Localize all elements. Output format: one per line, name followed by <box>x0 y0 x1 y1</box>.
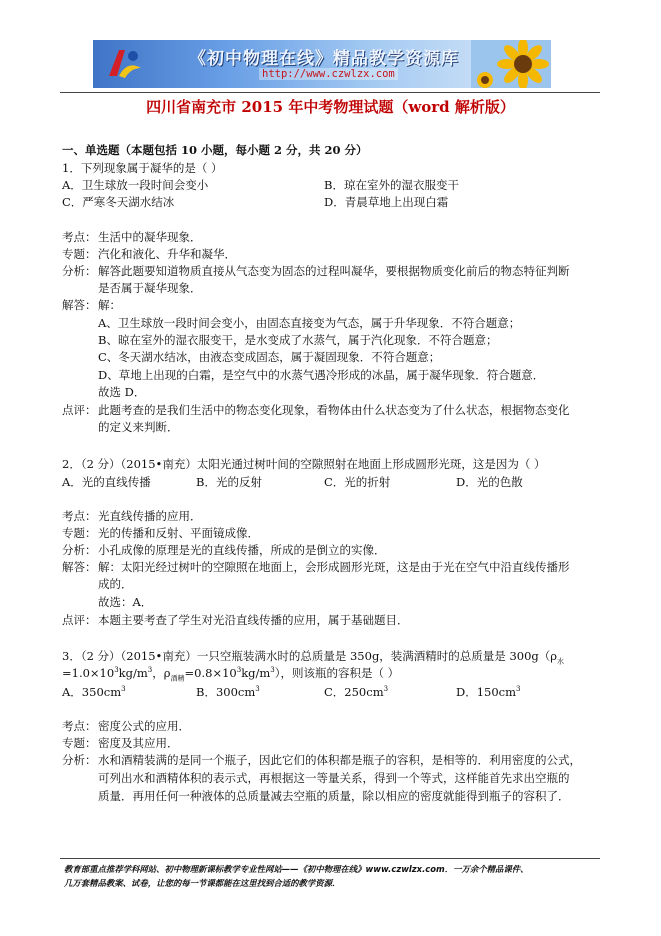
q2-option-d: D．光的色散 <box>456 475 523 489</box>
q2-jieda-line2: 成的． <box>98 577 133 591</box>
header-banner <box>93 40 551 88</box>
q1-jieda-b: B、晾在室外的湿衣服变干，是水变成了水蒸气，属于汽化现象．不符合题意； <box>98 333 498 347</box>
q2-fenxi-label: 分析： <box>62 543 97 557</box>
q3-fenxi-line2: 可列出水和酒精体积的表示式，再根据这一等量关系，得到一个等式，这样能首先求出空瓶的 <box>98 771 570 785</box>
banner-url[interactable]: http://www.czwlzx.com <box>259 68 398 80</box>
q3-fenxi-line1: 水和酒精装满的是同一个瓶子，因此它们的体积都是瓶子的容积，是相等的．利用密度的公式， <box>98 753 581 767</box>
q1-zhuanti: 汽化和液化、升华和凝华． <box>98 247 236 261</box>
q1-option-a: A．卫生球放一段时间会变小 <box>62 178 209 192</box>
q1-answer: 故选 D． <box>98 385 146 399</box>
q2-fenxi: 小孔成像的原理是光的直线传播，所成的是倒立的实像． <box>98 543 386 557</box>
q2-option-b: B．光的反射 <box>196 475 262 489</box>
q1-jieda-intro: 解： <box>98 298 121 312</box>
q3-fenxi-label: 分析： <box>62 753 97 767</box>
q2-dianping-label: 点评： <box>62 613 97 627</box>
q3-option-b: B．$300cm^3$ <box>196 685 260 699</box>
q1-dianping-label: 点评： <box>62 403 97 417</box>
q1-dianping-line1: 此题考查的是我们生活中的物态变化现象，看物体由什么状态变为了什么状态，根据物态变化 <box>98 403 570 417</box>
q3-option-d: D．$150cm^3$ <box>456 685 521 699</box>
q2-zhuanti: 光的传播和反射、平面镜成像． <box>98 526 259 540</box>
section-heading: 一、单选题（本题包括 10 小题，每小题 2 分，共 20 分） <box>62 143 368 157</box>
q3-option-a: A．$350cm^3$ <box>62 685 126 699</box>
q2-answer: 故选：A． <box>98 595 153 609</box>
document-title: 四川省南充市 2015 年中考物理试题（word 解析版） <box>146 98 515 116</box>
header-divider <box>60 92 600 93</box>
page-footer <box>64 862 604 890</box>
q2-kaodian: 光直线传播的应用． <box>98 509 202 523</box>
q1-kaodian-label: 考点： <box>62 230 97 244</box>
q1-zhuanti-label: 专题： <box>62 247 97 261</box>
footer-divider <box>60 858 600 859</box>
q1-dianping-line2: 的定义来判断． <box>98 420 179 434</box>
q1-option-c: C．严寒冬天湖水结冰 <box>62 195 175 209</box>
q2-jieda-label: 解答： <box>62 560 97 574</box>
q1-jieda-d: D、草地上出现的白霜，是空气中的水蒸气遇冷形成的冰晶，属于凝华现象．符合题意． <box>98 368 545 382</box>
q2-stem: 2．（2 分）（2015•南充）太阳光通过树叶间的空隙照射在地面上形成圆形光斑，这是因为（ ） <box>62 457 546 471</box>
q3-zhuanti-label: 专题： <box>62 736 97 750</box>
banner-title: 《初中物理在线》精品教学资源库 <box>189 49 459 69</box>
q3-stem-line2: $=1.0\times 10^3kg/m^3$，$\rho_{酒精}=0.8\times 10^3kg/m^3$），则该瓶的容积是（ ） <box>62 666 400 683</box>
q1-jieda-c: C、冬天湖水结冰，由液态变成固态，属于凝固现象．不符合题意； <box>98 350 441 364</box>
q1-fenxi-line2: 是否属于凝华现象． <box>98 281 202 295</box>
footer-line2: 几万套精品教案、试卷，让您的每一节课都能在这里找到合适的教学资源． <box>64 878 341 888</box>
q3-zhuanti: 密度及其应用． <box>98 736 179 750</box>
q3-stem-line1: 3．（2 分）（2015•南充）一只空瓶装满水时的总质量是 350g，装满酒精时的总质量是 $300g(\rho_水$ <box>62 649 565 666</box>
q3-fenxi-line3: 质量．再用任何一种液体的总质量减去空瓶的质量，除以相应的密度就能得到瓶子的容积了． <box>98 789 570 803</box>
q1-stem: 1．下列现象属于凝华的是（ ） <box>62 161 223 175</box>
q2-jieda-line1: 解：太阳光经过树叶的空隙照在地面上，会形成圆形光斑，这是由于光在空气中沿直线传播形 <box>98 560 570 574</box>
q3-kaodian: 密度公式的应用． <box>98 719 190 733</box>
q3-kaodian-label: 考点： <box>62 719 97 733</box>
q2-option-a: A．光的直线传播 <box>62 475 151 489</box>
q1-fenxi-line1: 解答此题要知道物质直接从气态变为固态的过程叫凝华，要根据物质变化前后的物态特征判断 <box>98 264 570 278</box>
q2-zhuanti-label: 专题： <box>62 526 97 540</box>
q1-kaodian: 生活中的凝华现象． <box>98 230 202 244</box>
footer-line1: 教育部重点推荐学科网站、初中物理新课标教学专业性网站——《初中物理在线》www.czwlzx.com．一万余个精品课件、 <box>64 864 529 874</box>
logo-icon <box>105 46 145 82</box>
q2-kaodian-label: 考点： <box>62 509 97 523</box>
q1-jieda-label: 解答： <box>62 298 97 312</box>
q1-fenxi-label: 分析： <box>62 264 97 278</box>
q2-dianping: 本题主要考查了学生对光沿直线传播的应用，属于基础题目． <box>98 613 409 627</box>
q1-option-b: B．琼在室外的湿衣服变干 <box>324 178 459 192</box>
q1-option-d: D．青晨草地上出现白霜 <box>324 195 449 209</box>
q1-jieda-a: A、卫生球放一段时间会变小，由固态直接变为气态，属于升华现象．不符合题意； <box>98 316 521 330</box>
q3-option-c: C．$250cm^3$ <box>324 685 389 699</box>
sunflower-icon <box>471 40 551 88</box>
q2-option-c: C．光的折射 <box>324 475 391 489</box>
